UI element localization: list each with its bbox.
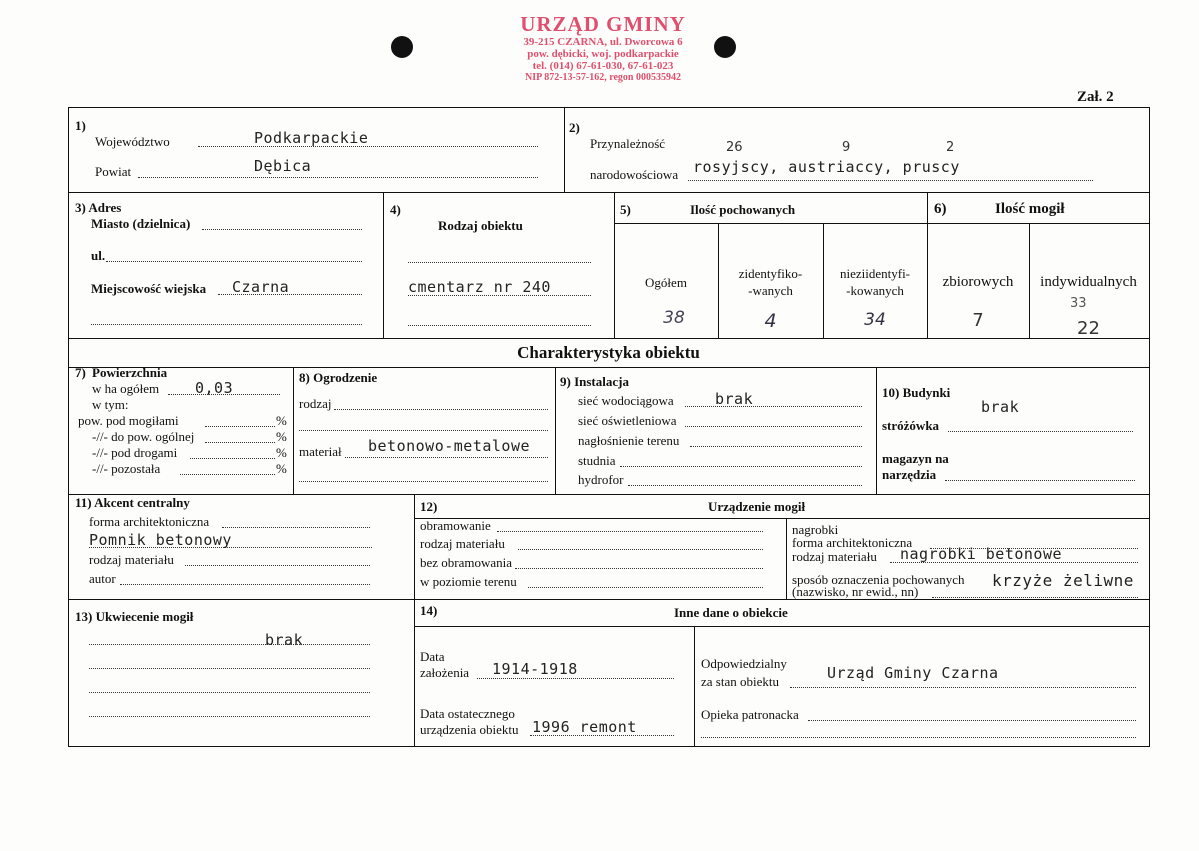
section-14-number: 14)	[420, 603, 438, 618]
section-6-number: 6)	[934, 201, 947, 217]
flowers-value[interactable]: brak	[265, 631, 304, 649]
area-label: Powierzchnia	[92, 365, 168, 380]
last-arranged-label-2: urządzenia obiektu	[420, 722, 519, 737]
section-8-number: 8) Ogrodzenie	[299, 370, 378, 385]
nationality-label-2: narodowościowa	[590, 167, 679, 182]
unidentified-value[interactable]: 34	[864, 310, 886, 330]
section-10-number: 10) Budynki	[882, 385, 951, 400]
section-5-number: 5)	[620, 202, 631, 217]
stamp-line-4: NIP 872-13-57-162, regon 000535942	[525, 72, 681, 83]
section-3-number: 3) Adres	[75, 200, 122, 215]
nationality-count-1[interactable]: 26	[726, 140, 743, 155]
patronage-label: Opieka patronacka	[701, 707, 799, 722]
section-11-number: 11) Akcent centralny	[75, 495, 190, 510]
fence-material-label: materiał	[299, 444, 342, 459]
no-border-label: bez obramowania	[420, 555, 513, 570]
tomb-material-label: rodzaj materiału	[792, 549, 877, 564]
identified-header-2: -wanych	[748, 283, 793, 298]
water-value[interactable]: brak	[715, 390, 754, 408]
section-title: Charakterystyka obiektu	[517, 343, 700, 362]
county-value[interactable]: Dębica	[254, 157, 312, 175]
stamp-line-1: 39-215 CZARNA, ul. Dworcowa 6	[523, 36, 683, 48]
identified-value[interactable]: 4	[764, 310, 777, 332]
section-2-number: 2)	[569, 120, 580, 135]
pct-4: %	[276, 461, 287, 476]
county-label: Powiat	[95, 164, 132, 179]
light-label: sieć oświetleniowa	[578, 413, 677, 428]
section-12-number: 12)	[420, 499, 438, 514]
area-ha-value[interactable]: 0,03	[195, 379, 234, 397]
section-9-number: 9) Instalacja	[560, 374, 629, 389]
collective-value[interactable]: 7	[972, 310, 984, 331]
border-label: obramowanie	[420, 518, 491, 533]
tool-storage-label-2: narzędzia	[882, 467, 937, 482]
area-share-label: -//- do pow. ogólnej	[92, 429, 195, 444]
nationality-count-3[interactable]: 2	[946, 140, 955, 155]
tombstones-label: nagrobki	[792, 522, 839, 537]
graves-count-label: Ilość mogił	[995, 201, 1065, 217]
nationality-value[interactable]: rosyjscy, austriaccy, pruscy	[693, 158, 960, 176]
buried-count-label: Ilość pochowanych	[690, 202, 796, 217]
central-form-label: forma architektoniczna	[89, 514, 210, 529]
tool-storage-label-1: magazyn na	[882, 451, 949, 466]
collective-header: zbiorowych	[942, 274, 1014, 290]
stamp-title: URZĄD GMINY	[520, 12, 686, 36]
voivodeship-value[interactable]: Podkarpackie	[254, 129, 369, 147]
pct-2: %	[276, 429, 287, 444]
graves-arrangement-title: Urządzenie mogił	[708, 499, 806, 514]
responsible-label-2: za stan obiektu	[701, 674, 779, 689]
voivodeship-label: Województwo	[95, 134, 170, 149]
individual-value[interactable]: 22	[1077, 318, 1100, 339]
buildings-value[interactable]: brak	[981, 398, 1020, 416]
village-value[interactable]: Czarna	[232, 278, 290, 296]
area-incl-label: w tym:	[92, 397, 129, 412]
tomb-form-label: forma architektoniczna	[792, 535, 913, 550]
area-roads-label: -//- pod drogami	[92, 445, 178, 460]
object-type-value[interactable]: cmentarz nr 240	[408, 278, 551, 296]
punch-hole-left	[391, 36, 413, 58]
unidentified-header-1: nieziidentyfi-	[839, 266, 911, 281]
guard-house-label: stróżówka	[882, 418, 940, 433]
section-4-number: 4)	[390, 202, 401, 217]
identified-header-1: zidentyfiko-	[738, 266, 803, 281]
tomb-material-value[interactable]: nagrobki betonowe	[900, 545, 1063, 563]
buried-total-header: Ogółem	[645, 275, 687, 290]
section-7-number: 7)	[75, 365, 86, 380]
sound-label: nagłośnienie terenu	[578, 433, 680, 448]
village-label: Miejscowość wiejska	[91, 281, 207, 296]
stamp-line-3: tel. (014) 67-61-030, 67-61-023	[532, 60, 674, 72]
hydrant-label: hydrofor	[578, 472, 624, 487]
central-form-value[interactable]: Pomnik betonowy	[89, 531, 232, 549]
ground-level-label: w poziomie terenu	[420, 574, 517, 589]
nationality-count-2[interactable]: 9	[842, 140, 851, 155]
street-label: ul.	[91, 248, 106, 263]
stamp-line-2: pow. dębicki, woj. podkarpackie	[527, 48, 679, 60]
nationality-label-1: Przynależność	[590, 136, 666, 151]
last-arranged-value[interactable]: 1996 remont	[532, 718, 637, 736]
other-data-title: Inne dane o obiekcie	[674, 605, 788, 620]
unidentified-header-2: -kowanych	[846, 283, 904, 298]
city-label: Miasto (dzielnica)	[91, 216, 191, 231]
pct-1: %	[276, 413, 287, 428]
marking-value[interactable]: krzyże żeliwne	[992, 571, 1134, 590]
area-rest-label: -//- pozostała	[92, 461, 161, 476]
attachment-label: Zał. 2	[1077, 89, 1114, 105]
section-1-number: 1)	[75, 118, 86, 133]
object-type-label: Rodzaj obiektu	[438, 218, 523, 233]
well-label: studnia	[578, 453, 616, 468]
fence-type-label: rodzaj	[299, 396, 332, 411]
fence-material-value[interactable]: betonowo-metalowe	[368, 437, 531, 455]
responsible-label-1: Odpowiedzialny	[701, 656, 787, 671]
pct-3: %	[276, 445, 287, 460]
office-stamp	[500, 12, 706, 92]
responsible-value[interactable]: Urząd Gminy Czarna	[827, 664, 999, 682]
grave-material-label: rodzaj materiału	[420, 536, 505, 551]
water-label: sieć wodociągowa	[578, 393, 674, 408]
area-ha-label: w ha ogółem	[92, 381, 160, 396]
marking-hint: (nazwisko, nr ewid., nn)	[792, 584, 919, 599]
last-arranged-label-1: Data ostatecznego	[420, 706, 515, 721]
founded-label-2: założenia	[420, 665, 470, 680]
buried-total-value[interactable]: 38	[663, 308, 685, 328]
central-author-label: autor	[89, 571, 116, 586]
individual-value-top[interactable]: 33	[1070, 296, 1087, 311]
marking-label: sposób oznaczenia pochowanych	[792, 572, 965, 587]
section-13-number: 13) Ukwiecenie mogił	[75, 609, 194, 624]
punch-hole-right	[714, 36, 736, 58]
central-material-label: rodzaj materiału	[89, 552, 174, 567]
individual-header: indywidualnych	[1040, 274, 1137, 290]
founded-value[interactable]: 1914-1918	[492, 660, 578, 678]
area-graves-label: pow. pod mogiłami	[78, 413, 179, 428]
founded-label-1: Data	[420, 649, 445, 664]
